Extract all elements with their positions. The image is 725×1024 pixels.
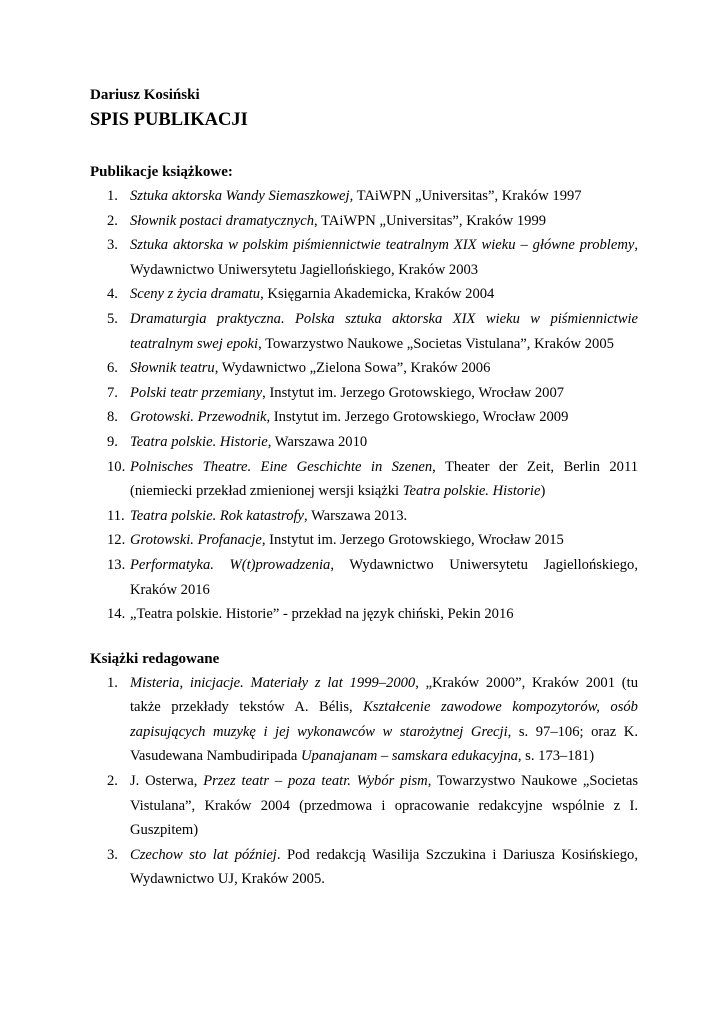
item-text: , Wydawnictwo Uniwersytetu Jagiellońskiego, Kraków 2016 (130, 556, 639, 598)
section-heading: Książki redagowane (90, 650, 220, 667)
item-title: Kształcenie zawodowe kompozytorów, osób zapisujących muzykę i jej wykonawców w starożytnej Grecji (130, 699, 638, 740)
item-title: Polski teatr przemiany (130, 384, 263, 401)
item-number: 7. (107, 384, 118, 401)
item-number: 5. (107, 310, 118, 327)
publication-list (90, 184, 638, 627)
item-title: Teatra polskie. Historie (402, 483, 541, 500)
list-item (90, 307, 638, 356)
item-text: , Instytut im. Jerzego Grotowskiego, Wrocław 2007 (262, 384, 565, 401)
item-text: ) (540, 483, 546, 500)
item-text: , Towarzystwo Naukowe „Societas Vistulana”, Kraków 2005 (258, 335, 614, 352)
item-number: 4. (107, 286, 118, 303)
sections-container (90, 160, 638, 892)
item-title: Przez teatr – poza teatr. Wybór pism (203, 773, 428, 790)
list-item (90, 381, 638, 406)
list-item (90, 282, 638, 307)
item-text: , Instytut im. Jerzego Grotowskiego, Wrocław 2009 (266, 409, 569, 426)
item-text: , Theater der Zeit, Berlin 2011 (niemiecki przekład zmienionej wersji książki (130, 458, 638, 500)
publication-list (90, 671, 638, 892)
item-text: , Wydawnictwo Uniwersytetu Jagiellońskiego, Kraków 2003 (130, 237, 638, 278)
list-item (90, 528, 638, 553)
item-text: , TAiWPN „Universitas”, Kraków 1997 (349, 188, 582, 204)
item-number: 2. (107, 773, 118, 790)
item-number: 9. (107, 433, 118, 450)
author-name: Dariusz Kosiński (90, 87, 200, 103)
item-title: Sztuka aktorska w polskim piśmiennictwie teatralnym XIX wieku – główne problemy (130, 237, 635, 254)
item-text: J. Osterwa, (130, 773, 204, 790)
item-title: Polnisches Theatre. Eine Geschichte in Szenen (130, 458, 433, 475)
item-text: „Teatra polskie. Historie” - przekład na język chiński, Pekin 2016 (130, 606, 514, 623)
item-title: Sztuka aktorska Wandy Siemaszkowej (130, 188, 350, 204)
list-item (90, 602, 638, 627)
item-text: , s. 97–106; oraz K. Vasudewana Nambudiripada (130, 723, 638, 765)
list-item (90, 356, 638, 381)
list-item (90, 671, 638, 769)
document-page (90, 83, 638, 892)
list-item (90, 455, 638, 504)
list-item (90, 209, 638, 234)
item-number: 3. (107, 237, 118, 254)
item-number: 3. (107, 846, 118, 863)
item-text: , Towarzystwo Naukowe „Societas Vistulana”, Kraków 2004 (przedmowa i opracowanie redakcyjne wspólnie z I. Guszpitem) (130, 773, 638, 839)
list-item (90, 430, 638, 455)
item-number: 1. (107, 674, 118, 691)
item-number: 2. (107, 212, 118, 229)
item-title: Sceny z życia dramatu (130, 286, 261, 303)
item-title: Grotowski. Przewodnik (130, 409, 267, 426)
list-item (90, 553, 638, 602)
list-item (90, 405, 638, 430)
item-title: Teatra polskie. Historie (130, 433, 268, 450)
list-item (90, 769, 638, 843)
item-number: 8. (107, 409, 118, 426)
item-title: Czechow sto lat później (130, 846, 277, 863)
item-title: Upanajanam – samskara edukacyjna (301, 748, 518, 765)
item-text: . Pod redakcją Wasilija Szczukina i Dariusza Kosińskiego, Wydawnictwo UJ, Kraków 2005. (130, 846, 638, 888)
item-text: , Wydawnictwo „Zielona Sowa”, Kraków 2006 (214, 360, 491, 377)
list-item (90, 233, 638, 282)
item-number: 14. (107, 606, 126, 623)
list-item (90, 843, 638, 892)
item-number: 10. (107, 458, 126, 475)
list-item (90, 504, 638, 529)
item-number: 1. (107, 188, 118, 204)
item-text: , s. 173–181) (517, 748, 595, 765)
item-text: , Warszawa 2013. (304, 507, 408, 524)
item-title: Teatra polskie. Rok katastrofy (130, 507, 305, 524)
item-title: Misteria, inicjacje. Materiały z lat 1999–2000 (130, 674, 416, 691)
item-number: 6. (107, 360, 118, 377)
item-number: 13. (107, 556, 126, 573)
item-text: , TAiWPN „Universitas”, Kraków 1999 (314, 212, 547, 229)
item-number: 11. (107, 507, 125, 524)
item-title: Grotowski. Profanacje (130, 532, 262, 549)
item-text: , Instytut im. Jerzego Grotowskiego, Wrocław 2015 (261, 532, 564, 549)
section-heading: Publikacje książkowe: (90, 164, 233, 180)
item-text: , Księgarnia Akademicka, Kraków 2004 (260, 286, 495, 303)
item-title: Słownik teatru (130, 360, 215, 377)
item-title: Słownik postaci dramatycznych (130, 212, 315, 229)
item-text: , „Kraków 2000”, Kraków 2001 (tu także przekłady tekstów A. Bélis, (130, 674, 638, 716)
item-title: Performatyka. W(t)prowadzenia (130, 556, 331, 573)
item-text: , Warszawa 2010 (267, 433, 368, 450)
item-title: Dramaturgia praktyczna. Polska sztuka aktorska XIX wieku w piśmiennictwie teatralnym swej epoki (130, 310, 638, 352)
list-item (90, 184, 638, 209)
document-title: SPIS PUBLIKACJI (90, 110, 248, 130)
item-number: 12. (107, 532, 126, 549)
